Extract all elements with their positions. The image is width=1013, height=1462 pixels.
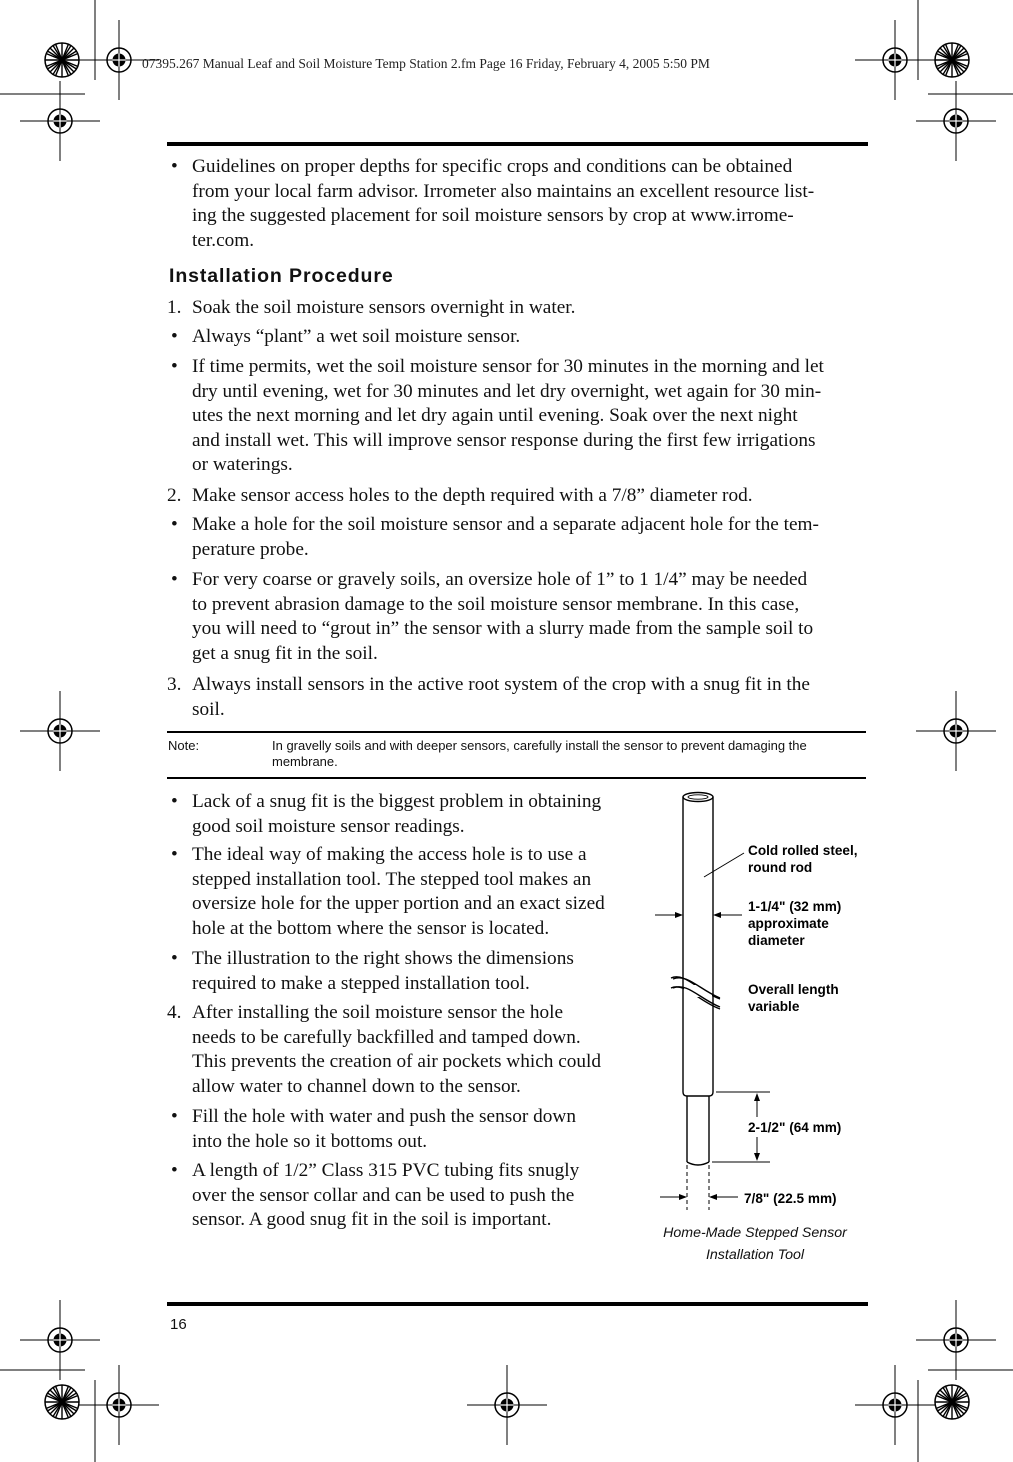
text-line: oversize hole for the upper portion and an exact sized bbox=[192, 893, 605, 915]
tip-diameter-label: 7/8" (22.5 mm) bbox=[744, 1191, 837, 1206]
text-line: The ideal way of making the access hole is to use a bbox=[192, 844, 587, 865]
bullet-marker: • bbox=[171, 1106, 178, 1127]
figure-caption bbox=[640, 1222, 870, 1266]
text-line: or waterings. bbox=[192, 454, 293, 476]
text-line: Guidelines on proper depths for specific crops and conditions can be obtained bbox=[192, 156, 793, 177]
text-line: from your local farm advisor. Irrometer also maintains an excellent resource list- bbox=[192, 180, 815, 202]
length-label bbox=[748, 981, 839, 1015]
text-line: Always install sensors in the active root system of the crop with a snug fit in the bbox=[192, 674, 810, 695]
text-line: ter.com. bbox=[192, 229, 255, 251]
label-line: approximate bbox=[748, 916, 829, 931]
text-line: you will need to “grout in” the sensor with a slurry made from the sample soil to bbox=[192, 618, 814, 640]
text-line: to prevent abrasion damage to the soil moisture sensor membrane. In this case, bbox=[192, 593, 800, 615]
label-line: variable bbox=[748, 999, 800, 1014]
text-line: Lack of a snug fit is the biggest problem in obtaining bbox=[192, 791, 602, 812]
bullet-marker: • bbox=[171, 791, 178, 812]
material-label bbox=[748, 842, 858, 876]
text-line: perature probe. bbox=[192, 538, 309, 560]
bullet-marker: • bbox=[171, 514, 178, 535]
label-line: diameter bbox=[748, 933, 805, 948]
text-line: ing the suggested placement for soil moisture sensors by crop at www.irrome- bbox=[192, 205, 794, 227]
text-line: allow water to channel down to the sensor. bbox=[192, 1075, 521, 1097]
top-rule bbox=[167, 142, 868, 146]
text-line: If time permits, wet the soil moisture sensor for 30 minutes in the morning and let bbox=[192, 356, 824, 377]
note-line: In gravelly soils and with deeper sensors, carefully install the sensor to prevent damaging the bbox=[272, 738, 807, 753]
text-line: over the sensor collar and can be used to push the bbox=[192, 1184, 575, 1206]
text-line: into the hole so it bottoms out. bbox=[192, 1130, 428, 1152]
text-line: Make a hole for the soil moisture sensor and a separate adjacent hole for the tem- bbox=[192, 514, 819, 535]
text-line: The illustration to the right shows the dimensions bbox=[192, 948, 574, 969]
text-line: Make sensor access holes to the depth required with a 7/8” diameter rod. bbox=[192, 485, 753, 506]
text-line: get a snug fit in the soil. bbox=[192, 642, 378, 664]
bullet-marker: • bbox=[171, 156, 178, 177]
label-line: Overall length bbox=[748, 982, 839, 997]
step-number: 3. bbox=[167, 674, 182, 695]
text-line: For very coarse or gravely soils, an oversize hole of 1” to 1 1/4” may be needed bbox=[192, 569, 808, 590]
bullet-marker: • bbox=[171, 569, 178, 590]
note-bottom-rule bbox=[167, 777, 866, 779]
bullet-marker: • bbox=[171, 844, 178, 865]
label-line: 1-1/4" (32 mm) bbox=[748, 899, 842, 914]
text-line: dry until evening, wet for 30 minutes and let dry overnight, wet again for 30 min- bbox=[192, 380, 822, 402]
text-line: sensor. A good snug fit in the soil is important. bbox=[192, 1209, 552, 1231]
tip-length-label: 2-1/2" (64 mm) bbox=[748, 1120, 842, 1135]
text-line: hole at the bottom where the sensor is located. bbox=[192, 917, 550, 939]
section-heading: Installation Procedure bbox=[169, 265, 394, 287]
text-line: A length of 1/2” Class 315 PVC tubing fits snugly bbox=[192, 1160, 580, 1181]
bottom-rule bbox=[167, 1302, 868, 1306]
note-line: membrane. bbox=[272, 754, 338, 769]
text-line: stepped installation tool. The stepped tool makes an bbox=[192, 868, 592, 890]
text-line: Fill the hole with water and push the sensor down bbox=[192, 1106, 576, 1127]
text-line: Soak the soil moisture sensors overnight in water. bbox=[192, 297, 576, 318]
step-number: 2. bbox=[167, 485, 182, 506]
text-line: utes the next morning and let dry again until evening. Soak over the next night bbox=[192, 405, 798, 427]
step-number: 4. bbox=[167, 1002, 182, 1023]
text-line: needs to be carefully backfilled and tamped down. bbox=[192, 1026, 581, 1048]
text-line: soil. bbox=[192, 698, 225, 720]
bullet-marker: • bbox=[171, 356, 178, 377]
text-line: Always “plant” a wet soil moisture sensor. bbox=[192, 326, 521, 347]
print-slug: 07395.267 Manual Leaf and Soil Moisture Temp Station 2.fm Page 16 Friday, February 4, 2005 5:50 PM bbox=[142, 56, 710, 71]
label-line: round rod bbox=[748, 860, 813, 875]
upper-diameter-label bbox=[748, 898, 841, 949]
caption-line: Installation Tool bbox=[705, 1247, 805, 1263]
text-line: required to make a stepped installation tool. bbox=[192, 972, 530, 994]
note-label: Note: bbox=[168, 738, 200, 753]
bullet-marker: • bbox=[171, 948, 178, 969]
bullet-marker: • bbox=[171, 1160, 178, 1181]
page-number: 16 bbox=[170, 1316, 187, 1333]
step-number: 1. bbox=[167, 297, 182, 318]
bullet-marker: • bbox=[171, 326, 178, 347]
text-line: This prevents the creation of air pockets which could bbox=[192, 1051, 602, 1073]
text-line: good soil moisture sensor readings. bbox=[192, 815, 465, 837]
caption-line: Home-Made Stepped Sensor bbox=[663, 1225, 847, 1241]
label-line: Cold rolled steel, bbox=[748, 843, 858, 858]
note-top-rule bbox=[167, 731, 866, 733]
text-line: and install wet. This will improve sensor response during the first few irrigations bbox=[192, 429, 816, 451]
text-line: After installing the soil moisture sensor the hole bbox=[192, 1002, 564, 1023]
